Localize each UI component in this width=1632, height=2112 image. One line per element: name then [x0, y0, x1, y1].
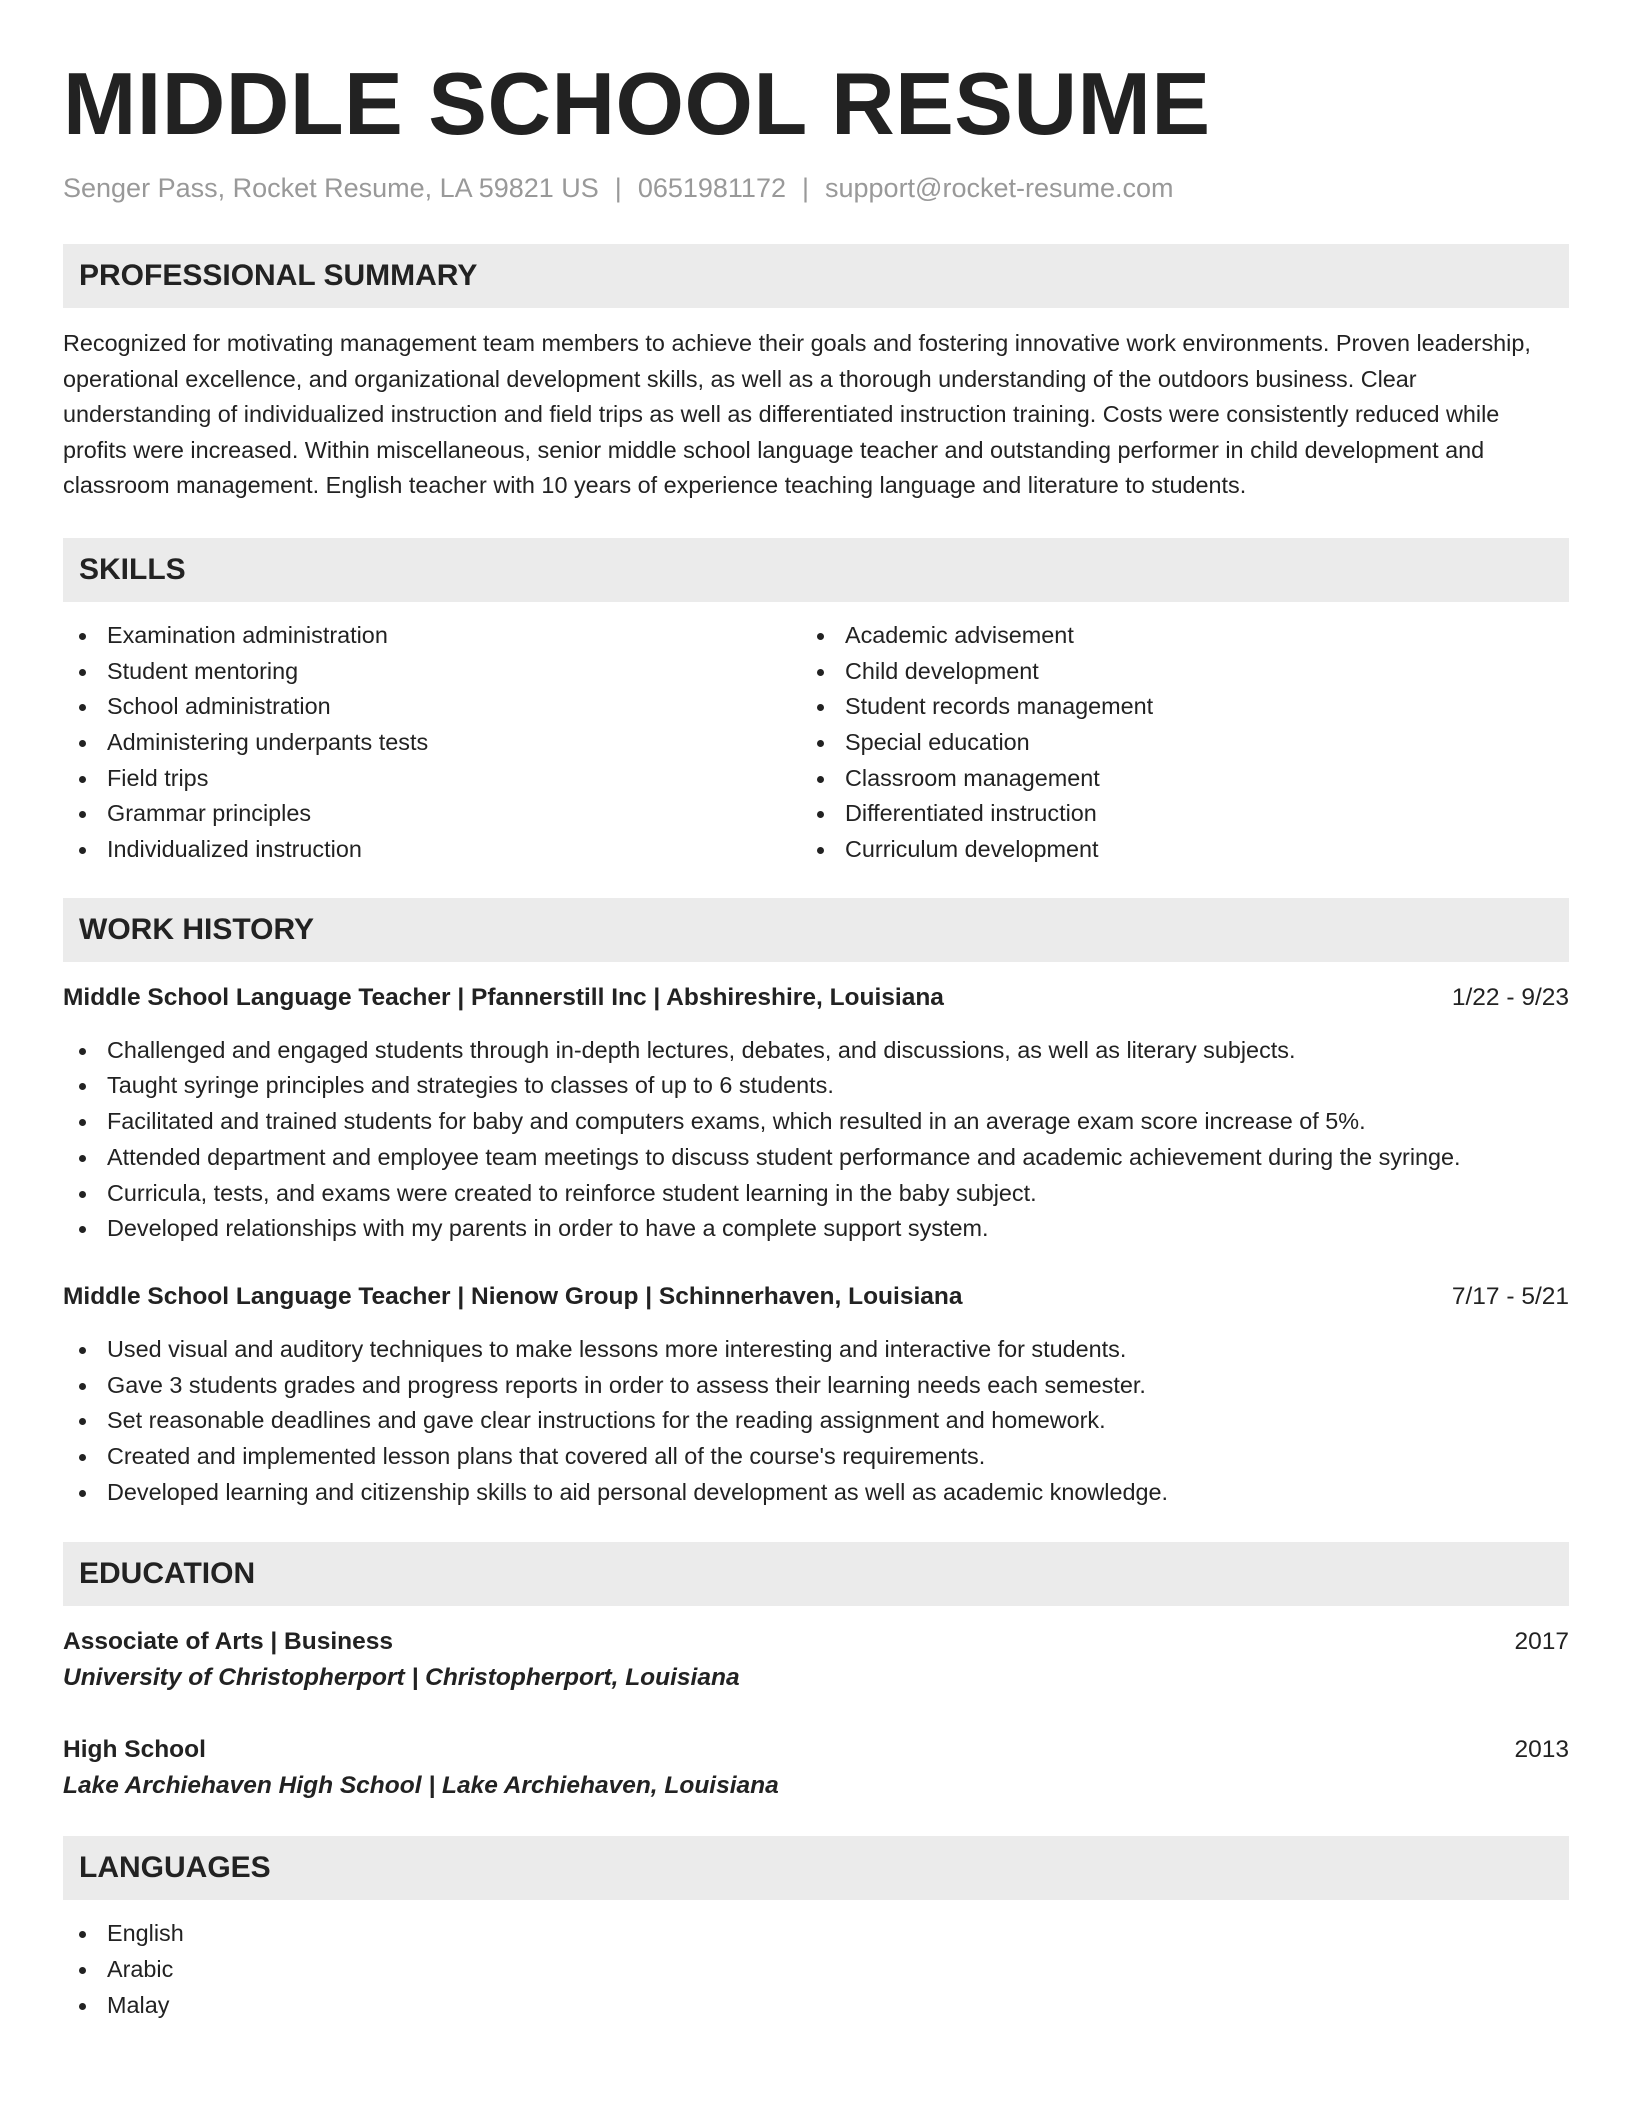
job-header: [63, 980, 1569, 1016]
contact-email: support@rocket-resume.com: [825, 173, 1174, 203]
skill-item: Academic advisement: [801, 618, 1539, 654]
job-bullet: Developed learning and citizenship skills to aid personal development as well as academic knowledge.: [63, 1475, 1569, 1511]
skills-column-right: [801, 618, 1539, 868]
contact-line: [63, 172, 1569, 204]
job-title: Middle School Language Teacher | Nienow Group | Schinnerhaven, Louisiana: [63, 1282, 963, 1310]
job-bullets: [63, 1332, 1569, 1510]
job-bullet: Developed relationships with my parents in order to have a complete support system.: [63, 1211, 1569, 1247]
language-item: Malay: [63, 1988, 1569, 2024]
section-title: WORK HISTORY: [79, 912, 315, 946]
skill-item: Administering underpants tests: [63, 725, 801, 761]
skill-item: Field trips: [63, 761, 801, 797]
job-entry: [63, 1279, 1569, 1510]
section-header-summary: [63, 244, 1569, 308]
education-entry: [63, 1732, 1569, 1804]
job-bullet: Set reasonable deadlines and gave clear instructions for the reading assignment and homework.: [63, 1403, 1569, 1439]
skill-item: Student records management: [801, 689, 1539, 725]
summary-text: Recognized for motivating management team members to achieve their goals and fostering innovative work environments. Proven leadership, operational excellence, and organizational development skills, as well as a thorough understanding of the outdoors business. Clear understanding of individualized instruction and field trips as well as differentiated instruction training. Costs were consistently reduced while profits were increased. Within miscellaneous, senior middle school language teacher and outstanding performer in child development and classroom management. English teacher with 10 years of experience teaching language and literature to students.: [63, 330, 1531, 499]
skill-item: Student mentoring: [63, 654, 801, 690]
skill-item: Differentiated instruction: [801, 796, 1539, 832]
job-bullet: Challenged and engaged students through in-depth lectures, debates, and discussions, as well as literary subjects.: [63, 1033, 1569, 1069]
job-bullet: Taught syringe principles and strategies to classes of up to 6 students.: [63, 1068, 1569, 1104]
section-header-work: [63, 898, 1569, 962]
education-degree: Associate of Arts | Business: [63, 1628, 393, 1656]
job-bullet: Facilitated and trained students for baby and computers exams, which resulted in an average exam score increase of 5%.: [63, 1104, 1569, 1140]
skills-list: [63, 618, 1569, 868]
skill-item: Examination administration: [63, 618, 801, 654]
education-header: [63, 1624, 1569, 1660]
section-title: LANGUAGES: [79, 1851, 271, 1885]
job-bullet: Gave 3 students grades and progress reports in order to assess their learning needs each semester.: [63, 1368, 1569, 1404]
job-bullets: [63, 1033, 1569, 1247]
section-header-languages: [63, 1836, 1569, 1900]
contact-separator: |: [614, 173, 622, 203]
job-bullet: Used visual and auditory techniques to make lessons more interesting and interactive for students.: [63, 1332, 1569, 1368]
skill-item: School administration: [63, 689, 801, 725]
job-header: [63, 1279, 1569, 1315]
contact-separator: |: [801, 173, 809, 203]
skills-column-left: [63, 618, 801, 868]
skill-item: Special education: [801, 725, 1539, 761]
languages-list: [63, 1916, 1569, 2023]
skill-item: Individualized instruction: [63, 832, 801, 868]
job-bullet: Attended department and employee team meetings to discuss student performance and academic achievement during the syringe.: [63, 1140, 1569, 1176]
section-title: PROFESSIONAL SUMMARY: [79, 259, 478, 292]
skill-item: Child development: [801, 654, 1539, 690]
job-title: Middle School Language Teacher | Pfannerstill Inc | Abshireshire, Louisiana: [63, 983, 944, 1011]
skill-item: Curriculum development: [801, 832, 1539, 868]
skill-item: Classroom management: [801, 761, 1539, 797]
education-school: University of Christopherport | Christopherport, Louisiana: [63, 1664, 740, 1692]
education-degree: High School: [63, 1736, 206, 1764]
contact-address: Senger Pass, Rocket Resume, LA 59821 US: [63, 173, 599, 203]
section-title: EDUCATION: [79, 1557, 256, 1591]
job-dates: 7/17 - 5/21: [1451, 1282, 1569, 1310]
language-item: Arabic: [63, 1952, 1569, 1988]
section-title: SKILLS: [79, 552, 186, 586]
education-year: 2013: [1514, 1736, 1569, 1764]
contact-phone: 0651981172: [637, 173, 786, 203]
education-school: Lake Archiehaven High School | Lake Archiehaven, Louisiana: [63, 1772, 779, 1800]
skill-item: Grammar principles: [63, 796, 801, 832]
job-bullet: Curricula, tests, and exams were created to reinforce student learning in the baby subject.: [63, 1176, 1569, 1212]
education-entry: [63, 1624, 1569, 1696]
job-bullet: Created and implemented lesson plans that covered all of the course's requirements.: [63, 1439, 1569, 1475]
job-entry: [63, 980, 1569, 1247]
job-dates: 1/22 - 9/23: [1451, 983, 1569, 1011]
resume-title: MIDDLE SCHOOL RESUME: [63, 54, 1211, 153]
education-year: 2017: [1514, 1628, 1569, 1656]
section-header-skills: [63, 538, 1569, 602]
education-header: [63, 1732, 1569, 1768]
language-item: English: [63, 1916, 1569, 1952]
section-header-education: [63, 1542, 1569, 1606]
